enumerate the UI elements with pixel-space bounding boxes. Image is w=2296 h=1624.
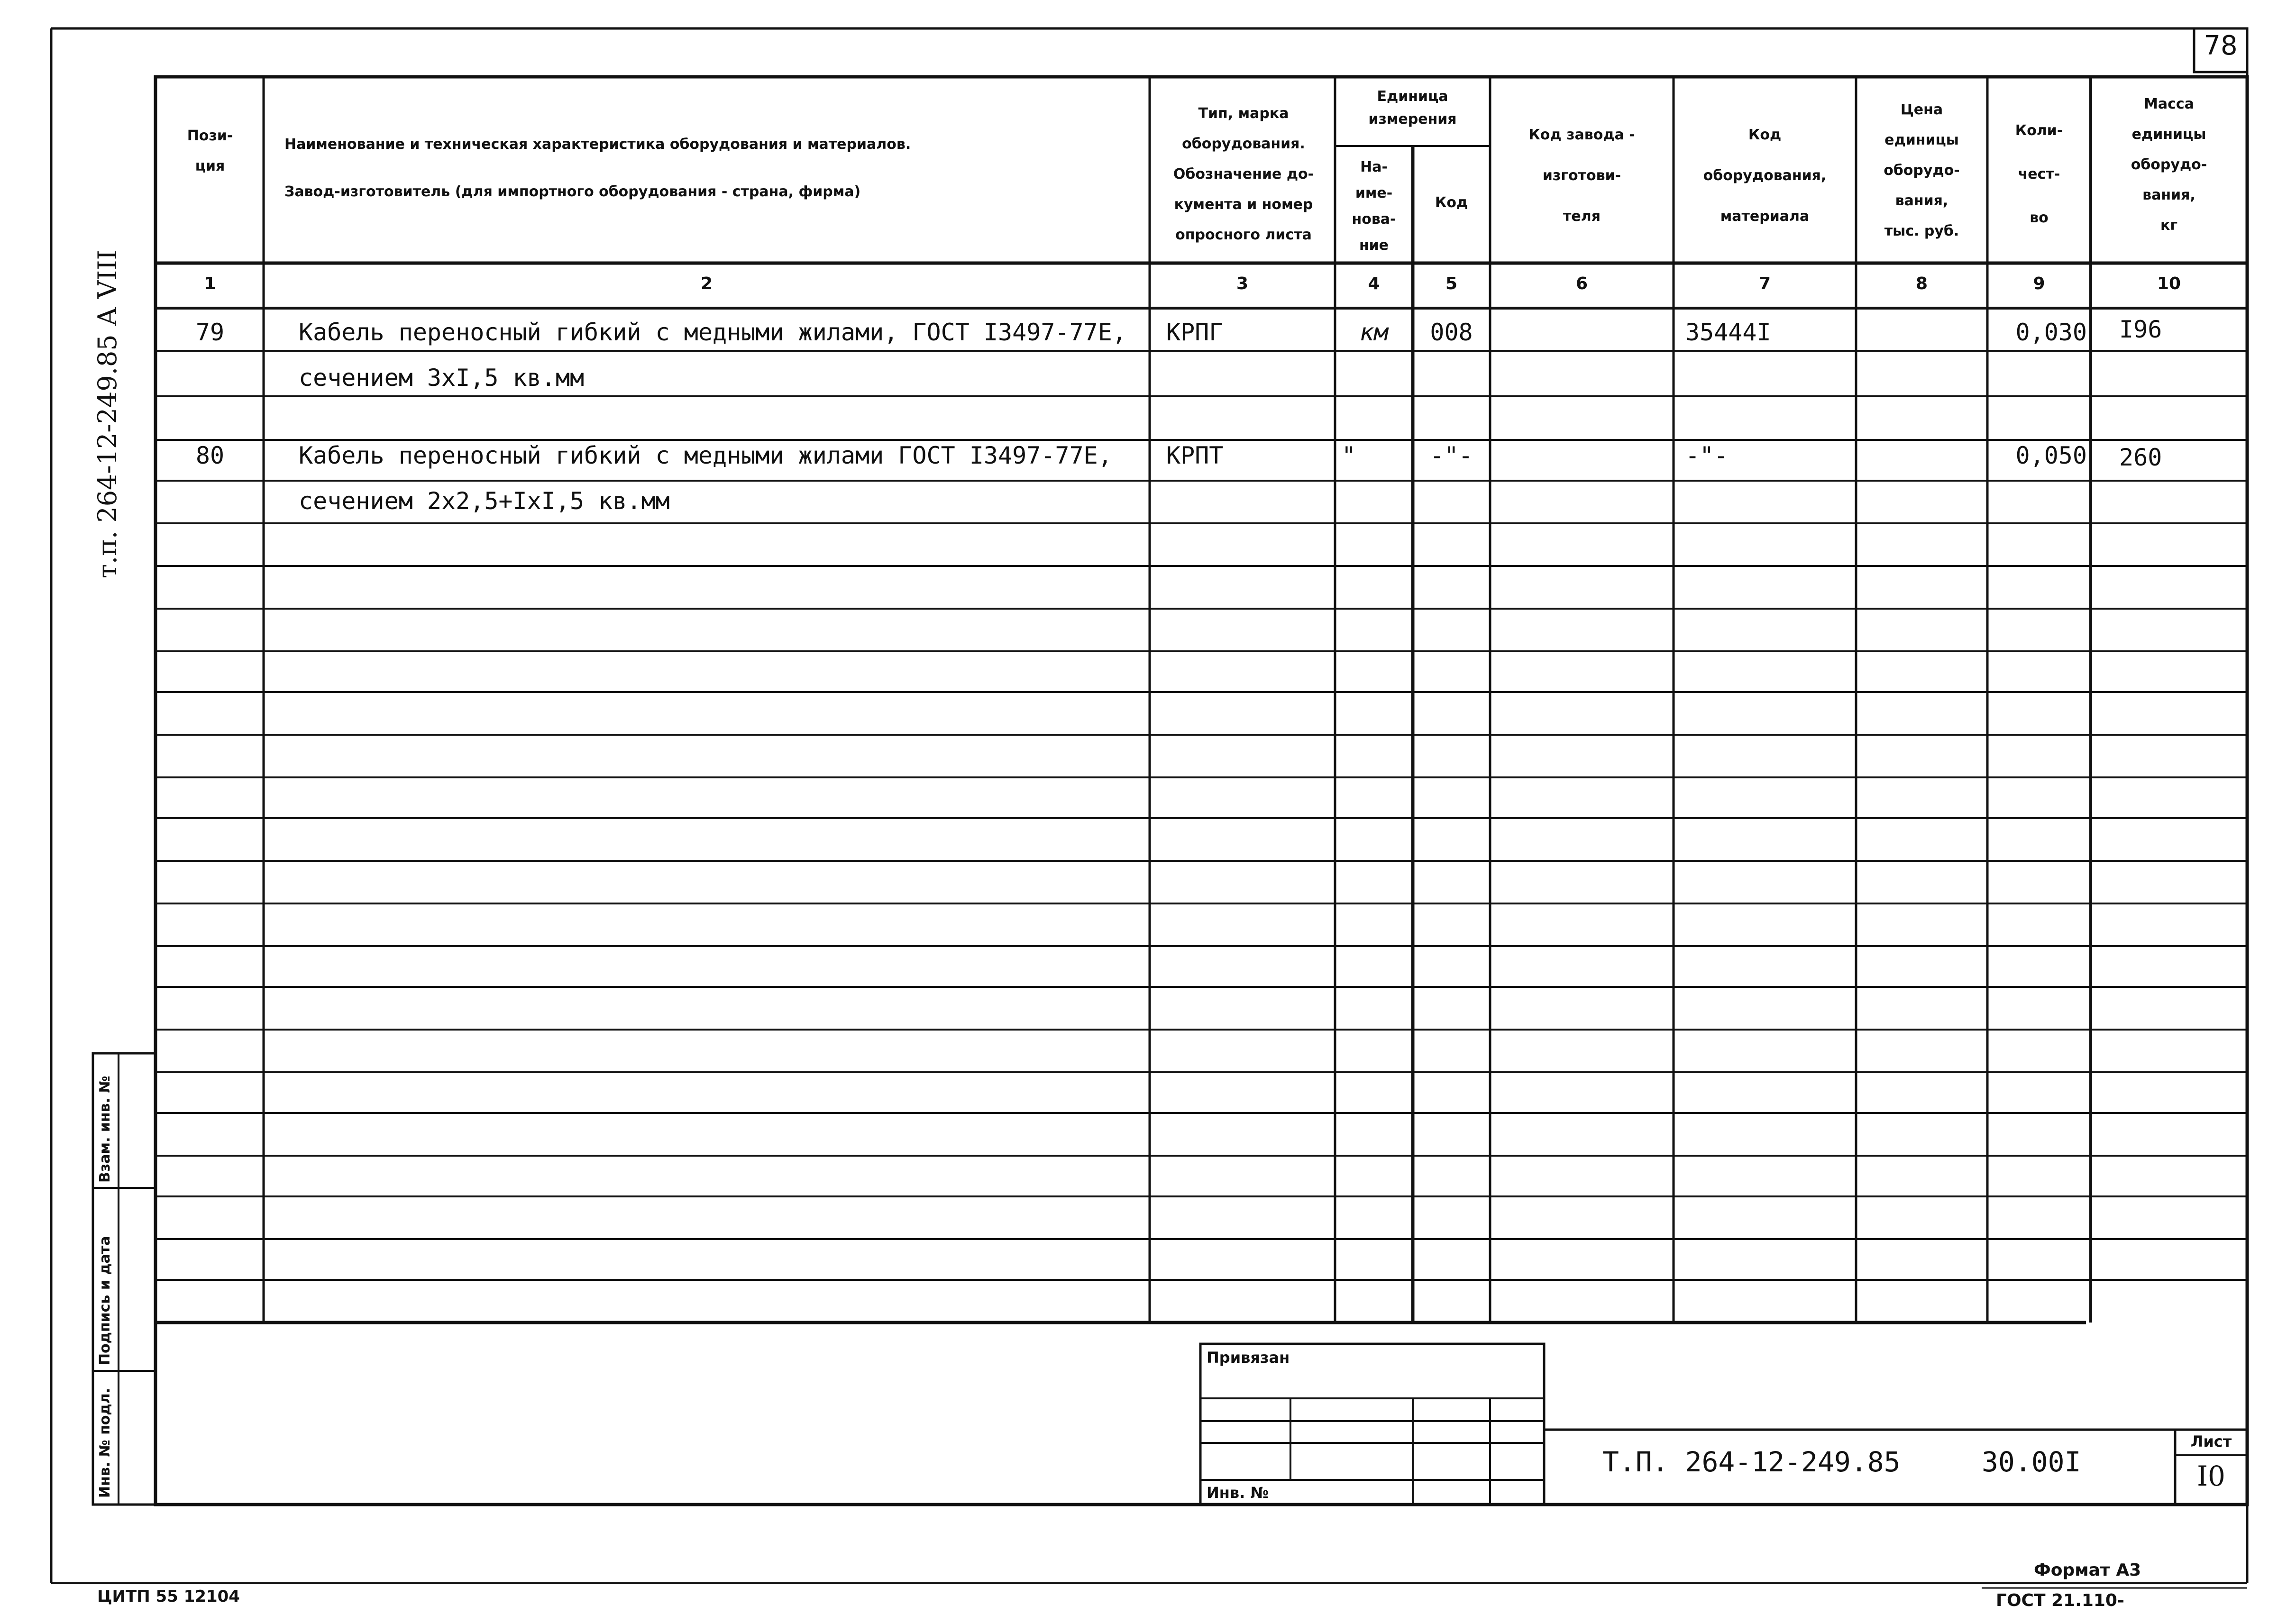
header-col5: Код: [1435, 194, 1468, 211]
colnum-7: 7: [1758, 274, 1771, 293]
row-mass: I96: [2119, 316, 2162, 343]
header-unit-group: Единица измерения: [1368, 88, 1457, 128]
colnum-4: 4: [1368, 274, 1380, 293]
row-type: КРПТ: [1166, 442, 1224, 469]
stamp-designation: Т.П. 264-12-249.85: [1602, 1446, 1901, 1478]
colnum-5: 5: [1445, 274, 1458, 293]
gost-footer: ГОСТ 21.110-: [1996, 1591, 2124, 1610]
row-equipment-code: 35444I: [1685, 319, 1771, 346]
colnum-2: 2: [700, 274, 713, 293]
page-number: 78: [2204, 30, 2238, 61]
row-name-line2: сечением 3хI,5 кв.мм: [299, 364, 585, 392]
colnum-8: 8: [1915, 274, 1928, 293]
colnum-10: 10: [2157, 274, 2181, 293]
stamp-sheet-number: I0: [2197, 1460, 2225, 1492]
header-col4: На- име- нова- ние: [1352, 159, 1396, 254]
row-quantity: 0,030: [2015, 319, 2087, 346]
stamp-code: 30.00I: [1982, 1446, 2081, 1478]
colnum-1: 1: [204, 274, 216, 293]
row-name-line1: Кабель переносный гибкий с медными жилами, ГОСТ I3497-77Е,: [299, 319, 1126, 346]
header-col9: Коли- чест- во: [2015, 122, 2063, 226]
row-unit-name: км: [1359, 319, 1389, 346]
stamp-inv-label: Инв. №: [1207, 1484, 1269, 1502]
header-col2: Наименование и техническая характеристика оборудования и материалов. Завод-изготовитель (для импортного оборудования - страна, фирма): [284, 136, 911, 200]
row-quantity: 0,050: [2015, 442, 2087, 469]
stamp-bound-label: Привязан: [1207, 1349, 1290, 1367]
row-position: 79: [195, 319, 225, 346]
row-unit-code: -"-: [1430, 442, 1473, 469]
colnum-6: 6: [1575, 274, 1588, 293]
header-col3: Тип, марка оборудования. Обозначение до- кумента и номер опросного листа: [1173, 105, 1314, 243]
colnum-9: 9: [2033, 274, 2045, 293]
header-col7: Код оборудования, материала: [1703, 127, 1827, 225]
header-col6: Код завода - изготови- теля: [1528, 127, 1635, 225]
header-col10: Масса единицы оборудо- вания, кг: [2131, 96, 2207, 234]
publisher-footer: ЦИТП 55 12104: [97, 1587, 240, 1606]
header-col1: Пози- ция: [187, 128, 233, 174]
side-sign-date: Подпись и дата: [97, 1236, 113, 1365]
row-type: КРПГ: [1166, 319, 1224, 346]
side-inv-podl: Инв. № подл.: [97, 1387, 113, 1498]
row-position: 80: [195, 442, 225, 469]
colnum-3: 3: [1236, 274, 1249, 293]
margin-code: т.п. 264-12-249.85 А VIII: [92, 250, 122, 578]
row-unit-name: ": [1342, 442, 1356, 469]
header-col8: Цена единицы оборудо- вания, тыс. руб.: [1884, 101, 1960, 239]
format-label: Формат А3: [2034, 1560, 2141, 1580]
row-mass: 260: [2119, 444, 2162, 471]
stamp-sheet-label: Лист: [2190, 1432, 2232, 1451]
side-vzam-inv: Взам. инв. №: [97, 1076, 113, 1183]
row-unit-code: 008: [1430, 319, 1473, 346]
row-equipment-code: -"-: [1685, 442, 1729, 469]
row-name-line2: сечением 2х2,5+IхI,5 кв.мм: [299, 487, 670, 515]
row-name-line1: Кабель переносный гибкий с медными жилами ГОСТ I3497-77Е,: [299, 442, 1112, 469]
